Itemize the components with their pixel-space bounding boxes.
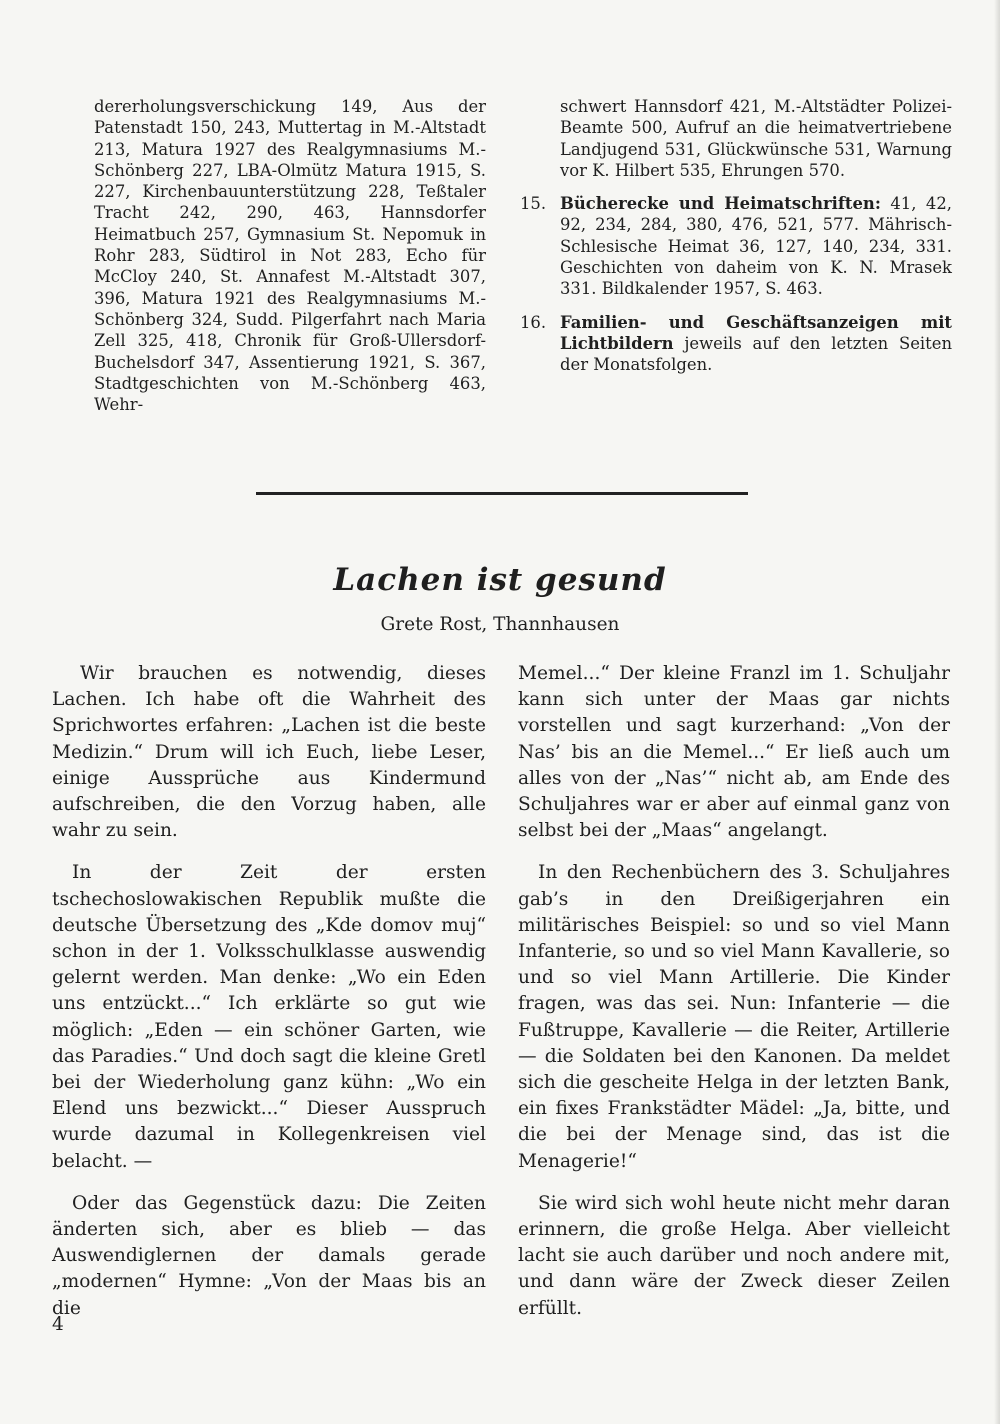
article-column-right (518, 661, 950, 1338)
index-entry-text: 41, 42, 92, 234, 284, 380, 476, 521, 577. Mährisch-Schlesische Heimat 36, 127, 140, 234, 331. Geschichten von daheim von K. N. Mrasek 331. Bildkalender 1957, S. 463. (560, 194, 952, 299)
article-title: Lachen ist gesund (333, 562, 667, 598)
index-entry-heading: Familien- und Geschäftsanzeigen mit Lichtbildern (560, 312, 952, 353)
article-paragraph: Sie wird sich wohl heute nicht mehr daran erinnern, die große Helga. Aber vielleicht lacht sie auch darüber und noch andere mit, und dann wäre der Zweck dieser Zeilen erfüllt. (518, 1192, 950, 1319)
index-continuation-right (520, 96, 952, 181)
article-paragraph: In den Rechenbüchern des 3. Schuljahres gab’s in den Dreißigerjahren ein militärisches Beispiel: so und so viel Mann Infanterie, so und so viel Mann Kavallerie, so und so viel Mann Artillerie. Die Kinder fragen, was das sei. Nun: Infanterie — die Fußtruppe, Kavallerie — die Reiter, Artillerie — die Soldaten bei den Kanonen. Da meldet sich die gescheite Helga in der letzten Bank, ein fixes Frankstädter Mädel: „Ja, bitte, und die bei der Menage sind, das ist die Menagerie!“ (518, 862, 950, 1172)
article-paragraph: Oder das Gegenstück dazu: Die Zeiten änderten sich, aber es blieb — das Auswendiglernen der damals gerade „modernen“ Hymne: „Von der Maas bis an die (52, 1192, 486, 1319)
article-author: Grete Rost, Thannhausen (380, 614, 620, 635)
article-column-left (52, 661, 486, 1338)
index-continuation: dererholungsverschickung 149, Aus der Patenstadt 150, 243, Muttertag in M.-Altstadt 213, Matura 1927 des Realgymnasiums M.-Schönberg 227, LBA-Olmütz Matura 1915, S. 227, Kirchenbauunterstützung 228, Teßtaler Tracht 242, 290, 463, Hannsdorfer Heimatbuch 257, Gymnasium St. Nepomuk in Rohr 283, Südtirol in Not 283, Echo für McCloy 240, St. Annafest M.-Altstadt 307, 396, Matura 1921 des Realgymnasiums M.-Schönberg 324, Sudd. Pilgerfahrt nach Maria Zell 325, 418, Chronik für Groß-Ullersdorf-Buchelsdorf 347, Assentierung 1921, S. 367, Stadtgeschichten von M.-Schönberg 463, Wehr- (94, 97, 486, 415)
page-edge (994, 0, 1000, 1424)
index-continuation-right-text: schwert Hannsdorf 421, M.-Altstädter Polizei-Beamte 500, Aufruf an die heimatvertriebene Landjugend 531, Glückwünsche 531, Warnung vor K. Hilbert 535, Ehrungen 570. (560, 97, 952, 180)
index-column-left (94, 96, 486, 415)
index-entry-15 (520, 193, 952, 299)
index-entry-heading: Bücherecke und Heimatschriften: (560, 194, 881, 214)
article-paragraph: In der Zeit der ersten tschechoslowakischen Republik mußte die deutsche Übersetzung des „Kde domov muj“ schon in der 1. Volksschulklasse auswendig gelernt werden. Man denke: „Wo ein Eden uns entzückt...“ Ich erklärte so gut wie möglich: „Eden — ein schöner Garten, wie das Paradies.“ Und doch sagt die kleine Gretl bei der Wiederholung ganz kühn: „Wo ein Elend uns bezwickt...“ Dieser Ausspruch wurde dazumal in Kollegenkreisen viel belacht. — (52, 862, 486, 1172)
section-divider (256, 492, 748, 495)
index-entry-number: 16. (520, 312, 547, 332)
page-number: 4 (52, 1314, 64, 1335)
index-entry-text: jeweils auf den letzten Seiten der Monatsfolgen. (560, 333, 952, 375)
article-paragraph: Wir brauchen es notwendig, dieses Lachen. Ich habe oft die Wahrheit des Sprichwortes erfahren: „Lachen ist die beste Medizin.“ Drum will ich Euch, liebe Leser, einige Aussprüche aus Kindermund aufschreiben, die den Vorzug haben, alle wahr zu sein. (52, 663, 486, 842)
article-paragraph: Memel...“ Der kleine Franzl im 1. Schuljahr kann sich unter der Maas gar nichts vorstellen und sagt kurzerhand: „Von der Nas’ bis an die Memel...“ Er ließ auch um alles von der „Nas’“ nicht ab, am Ende des Schuljahres war er aber auf einmal ganz von selbst bei der „Maas“ angelangt. (518, 663, 950, 842)
index-column-right (520, 96, 952, 376)
index-entry-16 (520, 312, 952, 376)
index-entry-number: 15. (520, 194, 547, 214)
